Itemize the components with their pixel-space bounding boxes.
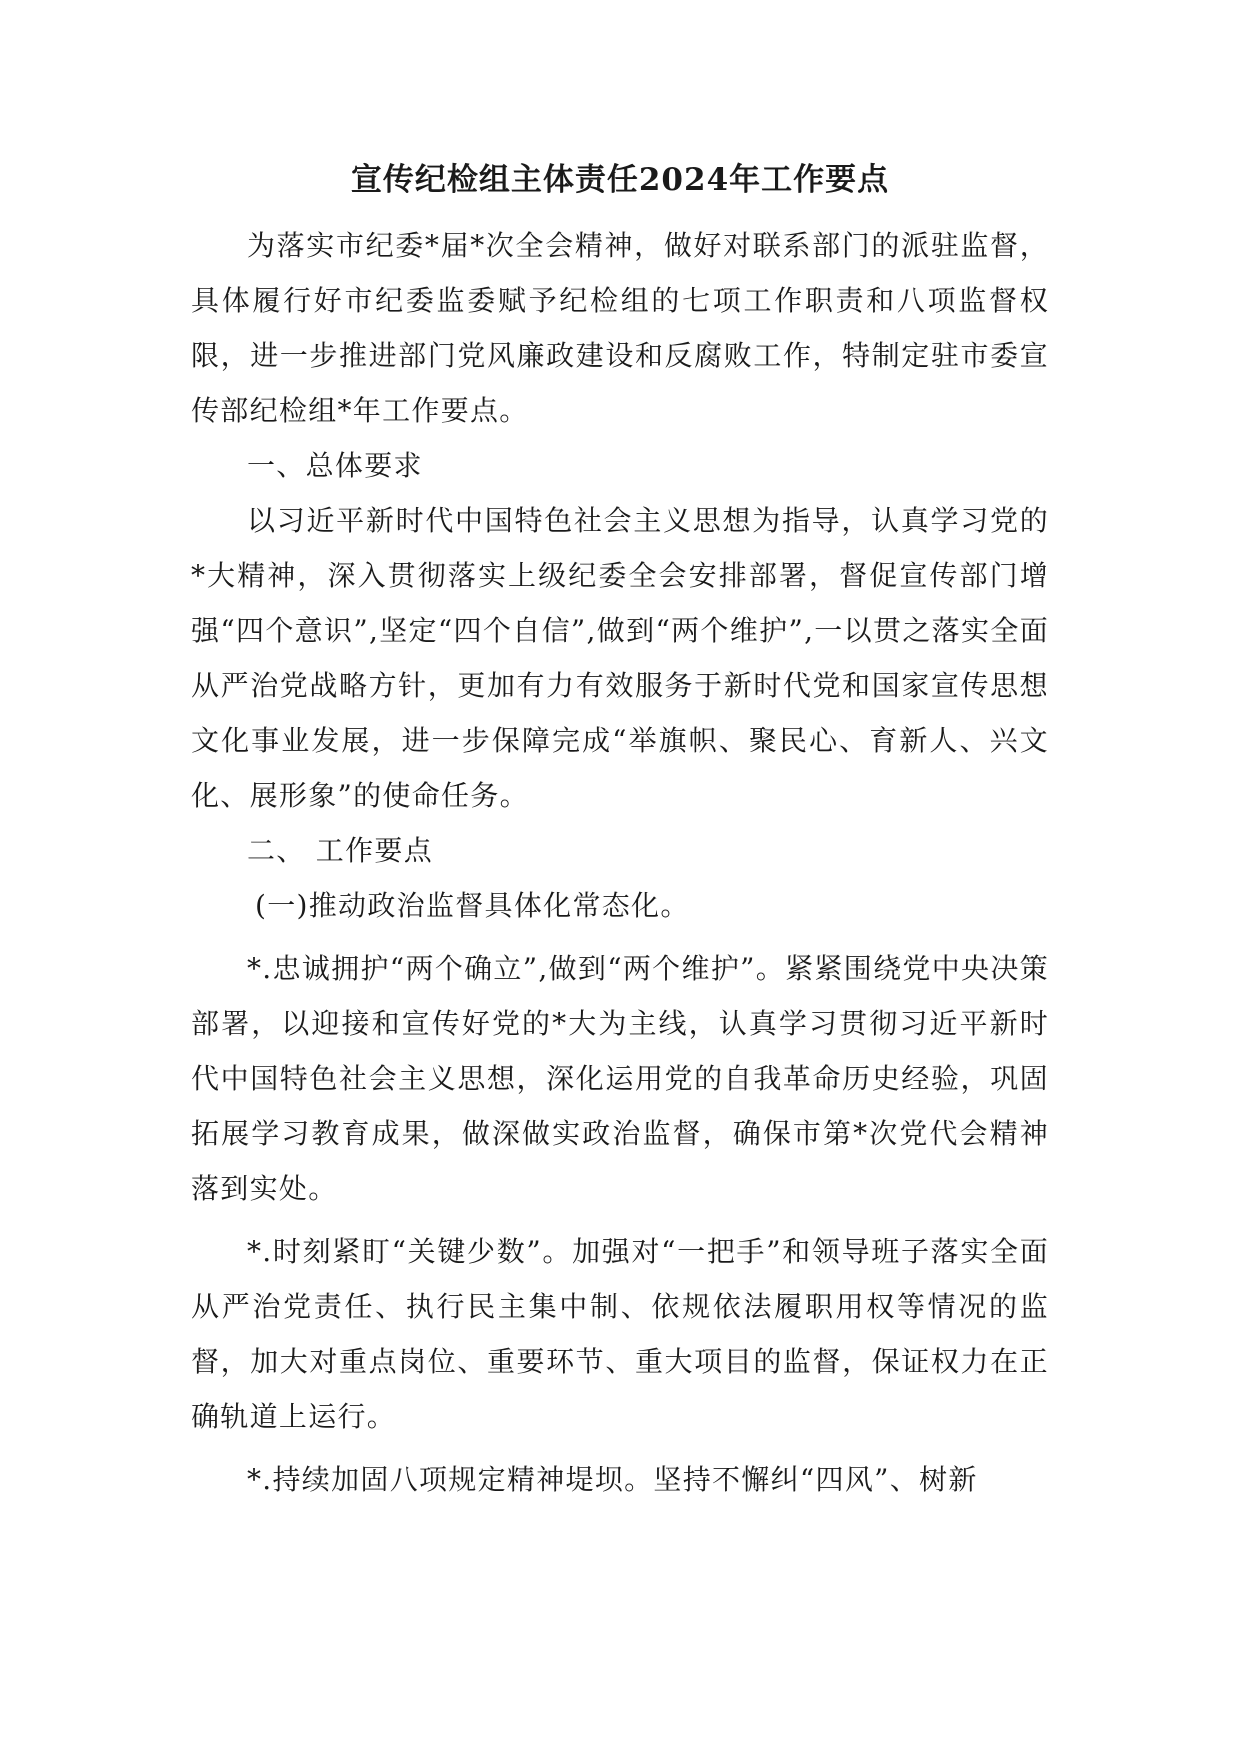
section-heading-overall-requirements: 一、总体要求 (247, 449, 423, 482)
document-title: 宣传纪检组主体责任2024年工作要点 (350, 162, 890, 198)
work-item-paragraph: *.时刻紧盯“关键少数”。加强对“一把手”和领导班子落实全面从严治党责任、执行民主集中制、依规依法履职用权等情况的监督，加大对重点岗位、重要环节、重大项目的监督，保证权力在正确轨道上运行。 (191, 1235, 1049, 1433)
intro-paragraph: 为落实市纪委*届*次全会精神，做好对联系部门的派驻监督，具体履行好市纪委监委赋予纪检组的七项工作职责和八项监督权限，进一步推进部门党风廉政建设和反腐败工作，特制定驻市委宣传部纪检组*年工作要点。 (191, 229, 1049, 427)
section-heading-work-points: 二、 工作要点 (247, 834, 434, 867)
document-body (191, 218, 1049, 1507)
overall-requirements-paragraph: 以习近平新时代中国特色社会主义思想为指导，认真学习党的*大精神，深入贯彻落实上级纪委全会安排部署，督促宣传部门增强“四个意识”,坚定“四个自信”,做到“两个维护”,一以贯之落实全面从严治党战略方针，更加有力有效服务于新时代党和国家宣传思想文化事业发展，进一步保障完成“举旗帜、聚民心、育新人、兴文化、展形象”的使命任务。 (191, 504, 1049, 812)
work-item-paragraph: *.忠诚拥护“两个确立”,做到“两个维护”。紧紧围绕党中央决策部署，以迎接和宣传好党的*大为主线，认真学习贯彻习近平新时代中国特色社会主义思想，深化运用党的自我革命历史经验，巩固拓展学习教育成果，做深做实政治监督，确保市第*次党代会精神落到实处。 (191, 952, 1049, 1205)
work-item-paragraph: *.持续加固八项规定精神堤坝。坚持不懈纠“四风”、树新 (247, 1463, 978, 1496)
subsection-heading-political-supervision: (一)推动政治监督具体化常态化。 (255, 889, 690, 922)
